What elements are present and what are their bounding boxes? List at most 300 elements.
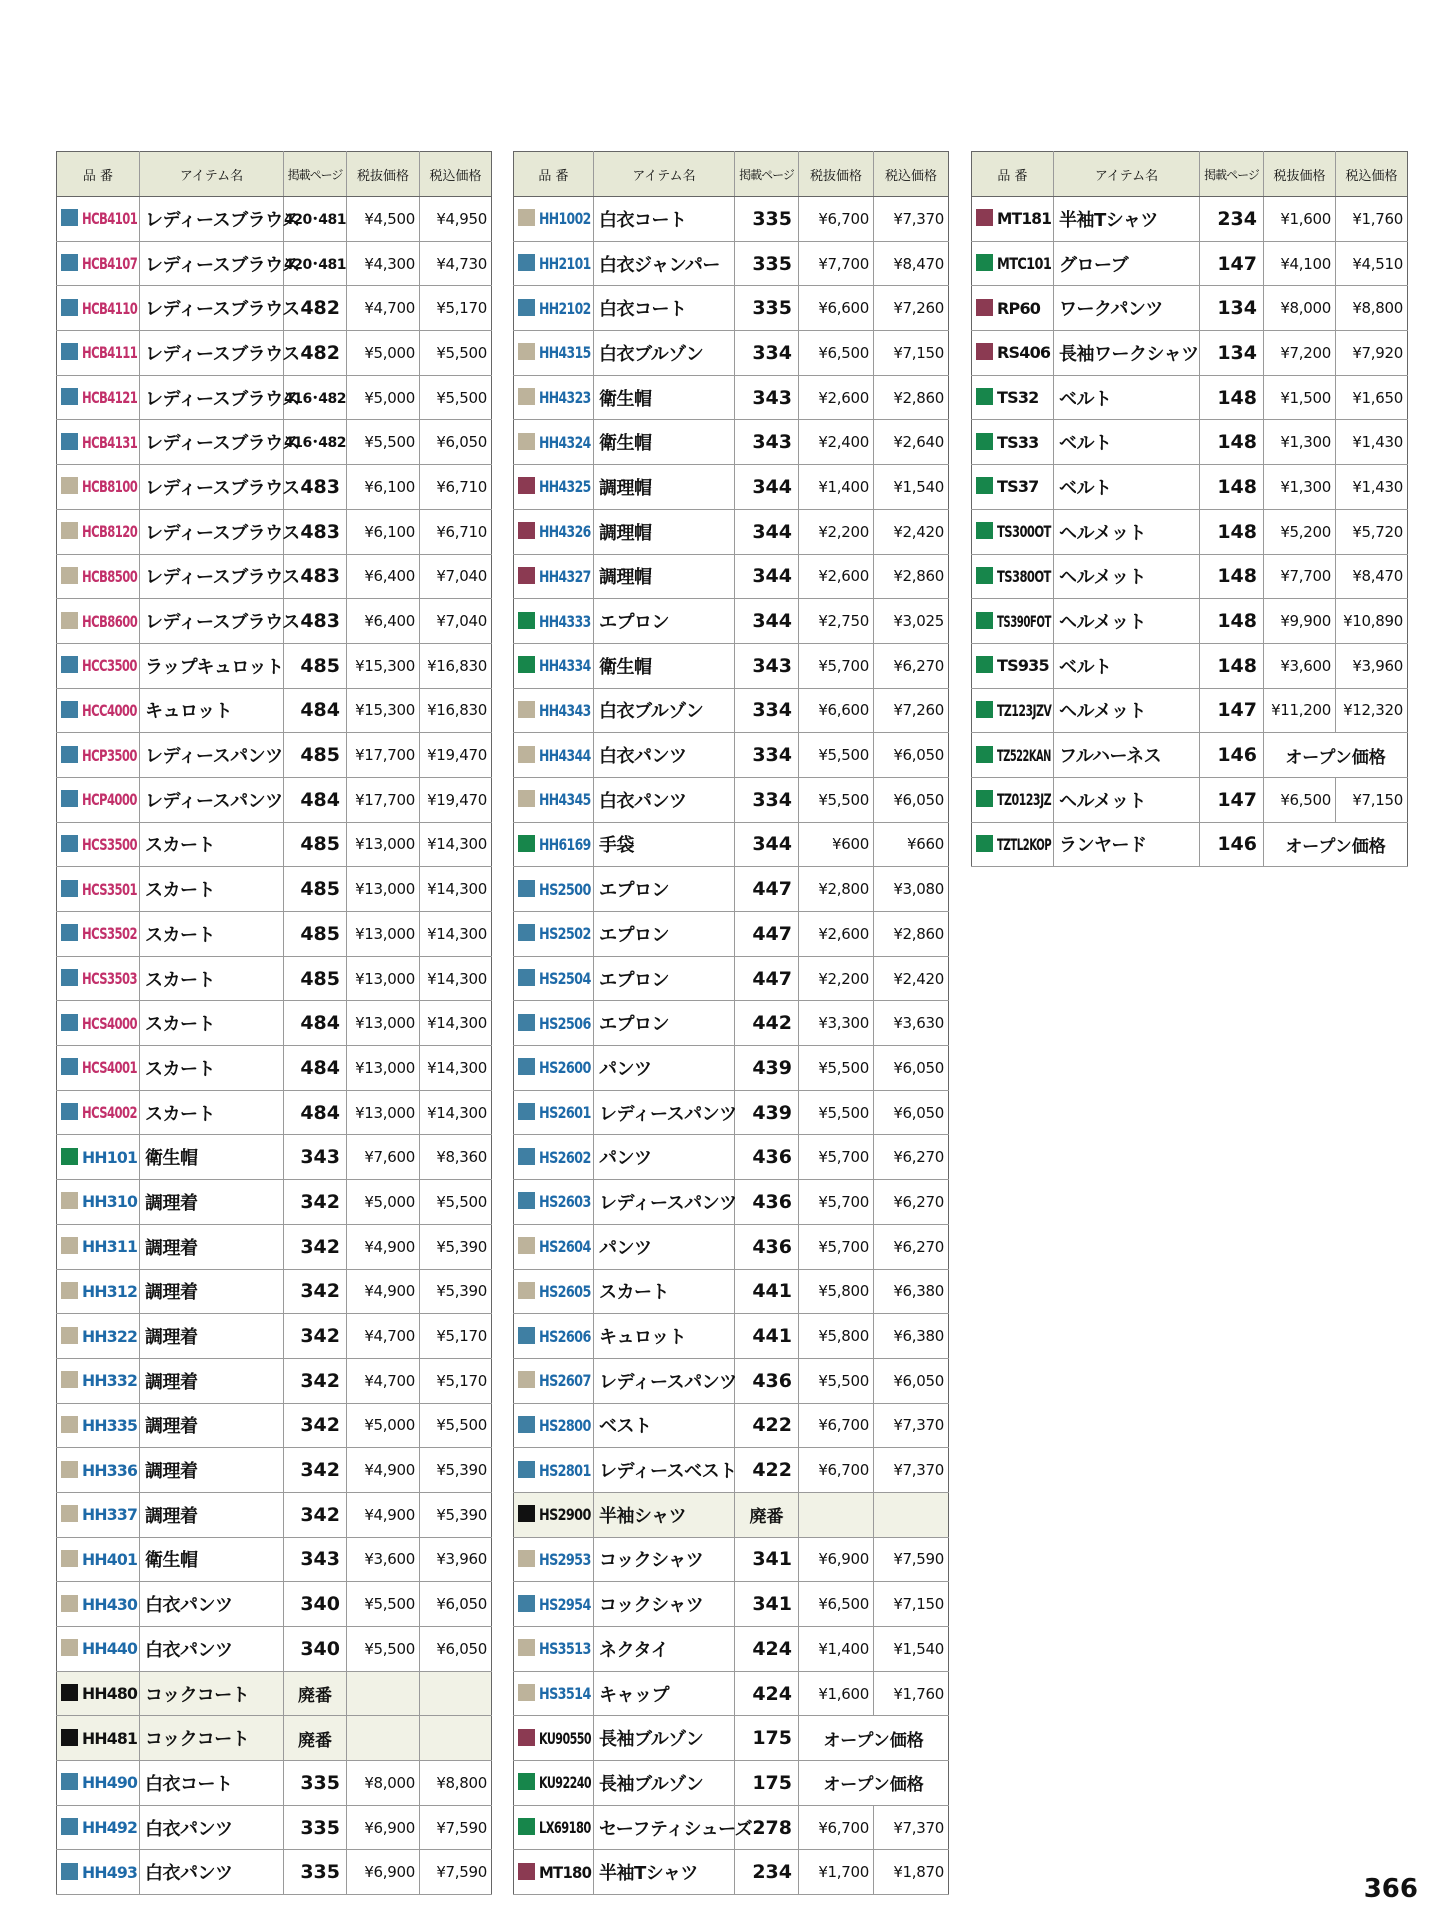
color-swatch-icon <box>61 522 78 539</box>
catalog-page: 485 <box>284 822 347 867</box>
product-code: HH311 <box>82 1237 138 1257</box>
catalog-page: 335 <box>284 1850 347 1895</box>
product-code: HCS4002 <box>82 1103 137 1123</box>
product-code-cell <box>57 777 140 822</box>
product-code: HH481 <box>82 1728 138 1748</box>
price-ex-tax: ¥5,500 <box>799 1090 874 1135</box>
product-code-cell <box>972 777 1054 822</box>
product-code-cell <box>514 1090 594 1135</box>
table-row <box>972 197 1408 242</box>
product-code: HCB8600 <box>82 611 138 631</box>
item-name: 白衣パンツ <box>140 1582 284 1627</box>
color-swatch-icon <box>61 1416 78 1433</box>
color-swatch-icon <box>976 701 993 718</box>
price-ex-tax: ¥5,500 <box>347 420 420 465</box>
table-row <box>514 1180 949 1225</box>
product-code: HH493 <box>82 1862 138 1882</box>
price-in-tax: ¥7,370 <box>874 1805 949 1850</box>
price-in-tax: ¥14,300 <box>420 1090 492 1135</box>
product-code-cell <box>57 867 140 912</box>
catalog-page: 441 <box>735 1314 799 1359</box>
price-ex-tax: ¥2,200 <box>799 956 874 1001</box>
price-in-tax: ¥6,270 <box>874 643 949 688</box>
product-code: HH2101 <box>539 254 591 274</box>
product-code: HH336 <box>82 1460 138 1480</box>
price-in-tax: ¥6,050 <box>420 1627 492 1672</box>
catalog-page: 335 <box>735 241 799 286</box>
product-code-cell <box>57 912 140 957</box>
price-ex-tax: ¥13,000 <box>347 956 420 1001</box>
product-code-cell <box>514 1671 594 1716</box>
color-swatch-icon <box>518 1729 535 1746</box>
price-ex-tax: ¥5,700 <box>799 1180 874 1225</box>
product-code: HS2953 <box>539 1549 591 1569</box>
price-in-tax: ¥6,710 <box>420 465 492 510</box>
product-code: HCS3500 <box>82 834 137 854</box>
price-in-tax: ¥1,430 <box>1336 465 1408 510</box>
color-swatch-icon <box>518 1148 535 1165</box>
price-ex-tax: ¥2,400 <box>799 420 874 465</box>
color-swatch-icon <box>61 299 78 316</box>
table-row <box>57 912 492 957</box>
product-code: HCB4110 <box>82 298 138 318</box>
color-swatch-icon <box>518 880 535 897</box>
color-swatch-icon <box>61 612 78 629</box>
item-name: 衛生帽 <box>594 375 735 420</box>
item-name: 衛生帽 <box>594 420 735 465</box>
catalog-page: 416･482 <box>284 375 347 420</box>
open-price: オープン価格 <box>1264 822 1408 867</box>
price-ex-tax: ¥7,600 <box>347 1135 420 1180</box>
product-code: RP60 <box>997 298 1041 318</box>
color-swatch-icon <box>518 835 535 852</box>
price-in-tax: ¥3,960 <box>420 1537 492 1582</box>
table-row <box>514 1403 949 1448</box>
product-code: HH440 <box>82 1639 138 1659</box>
color-swatch-icon <box>61 1595 78 1612</box>
product-code-cell <box>514 420 594 465</box>
table-row <box>514 1805 949 1850</box>
product-code: HH310 <box>82 1192 138 1212</box>
color-swatch-icon <box>61 1282 78 1299</box>
product-code-cell <box>57 241 140 286</box>
table-row <box>57 733 492 778</box>
price-ex-tax: ¥2,600 <box>799 375 874 420</box>
table-row <box>57 1180 492 1225</box>
product-code: HCB4101 <box>82 209 138 229</box>
catalog-page: 334 <box>735 733 799 778</box>
table-row <box>57 1805 492 1850</box>
price-in-tax: ¥7,920 <box>1336 331 1408 376</box>
product-code: HH337 <box>82 1505 138 1525</box>
product-code: HH332 <box>82 1371 138 1391</box>
color-swatch-icon <box>61 1639 78 1656</box>
price-ex-tax: ¥2,200 <box>799 509 874 554</box>
item-name: 長袖ブルゾン <box>594 1761 735 1806</box>
item-name: ベスト <box>594 1403 735 1448</box>
price-ex-tax: ¥7,700 <box>1264 554 1336 599</box>
price-ex-tax: ¥5,500 <box>799 733 874 778</box>
price-in-tax: ¥7,370 <box>874 1403 949 1448</box>
price-ex-tax: ¥5,500 <box>799 1046 874 1091</box>
catalog-page: 484 <box>284 1001 347 1046</box>
table-row <box>514 1627 949 1672</box>
price-ex-tax: ¥13,000 <box>347 1001 420 1046</box>
table-row <box>514 688 949 733</box>
color-swatch-icon <box>518 1595 535 1612</box>
table-row <box>57 1537 492 1582</box>
product-code: HH401 <box>82 1549 138 1569</box>
item-name: キャップ <box>594 1671 735 1716</box>
price-ex-tax: ¥4,700 <box>347 1314 420 1359</box>
item-name: 白衣ブルゾン <box>594 688 735 733</box>
price-in-tax: ¥7,590 <box>420 1805 492 1850</box>
catalog-page: 483 <box>284 554 347 599</box>
product-code: TS37 <box>997 477 1039 497</box>
item-name: ラップキュロット <box>140 643 284 688</box>
product-code-cell <box>514 867 594 912</box>
product-code-cell <box>57 1403 140 1448</box>
price-in-tax: ¥6,270 <box>874 1180 949 1225</box>
item-name: スカート <box>140 1046 284 1091</box>
color-swatch-icon <box>976 254 993 271</box>
price-ex-tax: ¥11,200 <box>1264 688 1336 733</box>
product-code-cell <box>972 509 1054 554</box>
catalog-page: 175 <box>735 1716 799 1761</box>
header-price-ex-tax: 税抜価格 <box>799 152 874 197</box>
catalog-page: 234 <box>735 1850 799 1895</box>
item-name: 白衣パンツ <box>594 777 735 822</box>
price-in-tax: ¥7,590 <box>874 1537 949 1582</box>
product-code-cell <box>57 1314 140 1359</box>
product-code-cell <box>514 241 594 286</box>
price-ex-tax: ¥6,100 <box>347 509 420 554</box>
product-code: HS2606 <box>539 1326 591 1346</box>
catalog-page: 442 <box>735 1001 799 1046</box>
product-code-cell <box>514 1448 594 1493</box>
header-page: 掲載ページ <box>735 152 799 197</box>
price-in-tax: ¥8,470 <box>874 241 949 286</box>
price-ex-tax: ¥6,100 <box>347 465 420 510</box>
table-row <box>57 1224 492 1269</box>
product-code: HH4326 <box>539 522 591 542</box>
color-swatch-icon <box>518 1192 535 1209</box>
price-ex-tax: ¥15,300 <box>347 643 420 688</box>
product-code-cell <box>514 286 594 331</box>
product-code: HH4345 <box>539 790 591 810</box>
table-row <box>57 956 492 1001</box>
table-row <box>514 241 949 286</box>
price-ex-tax: ¥5,800 <box>799 1269 874 1314</box>
price-in-tax: ¥14,300 <box>420 822 492 867</box>
color-swatch-icon <box>61 388 78 405</box>
table-row <box>57 599 492 644</box>
catalog-page: 441 <box>735 1269 799 1314</box>
product-code: HH4323 <box>539 388 591 408</box>
item-name: 衛生帽 <box>140 1135 284 1180</box>
item-name: 調理着 <box>140 1314 284 1359</box>
catalog-page: 278 <box>735 1805 799 1850</box>
product-code: LX69180 <box>539 1818 591 1838</box>
color-swatch-icon <box>518 656 535 673</box>
table-row <box>514 1716 949 1761</box>
product-code-cell <box>514 197 594 242</box>
header-price-in-tax: 税込価格 <box>874 152 949 197</box>
item-name: レディースパンツ <box>594 1358 735 1403</box>
item-name: 調理着 <box>140 1448 284 1493</box>
color-swatch-icon <box>61 969 78 986</box>
product-code: HCB4107 <box>82 254 138 274</box>
price-in-tax: ¥2,860 <box>874 912 949 957</box>
catalog-page: 334 <box>735 777 799 822</box>
page-number: 366 <box>1363 1874 1418 1904</box>
item-name: スカート <box>140 912 284 957</box>
price-ex-tax: ¥5,500 <box>799 1358 874 1403</box>
price-ex-tax: ¥6,700 <box>799 197 874 242</box>
price-ex-tax: ¥6,500 <box>799 331 874 376</box>
product-code: HCB4121 <box>82 388 138 408</box>
price-ex-tax: ¥8,000 <box>1264 286 1336 331</box>
product-code: HH4343 <box>539 700 591 720</box>
product-code: TZ522KAN <box>997 745 1051 765</box>
product-code: HS2607 <box>539 1371 591 1391</box>
price-in-tax: ¥6,050 <box>874 777 949 822</box>
product-code-cell <box>57 1046 140 1091</box>
table-row <box>57 1448 492 1493</box>
color-swatch-icon <box>61 1327 78 1344</box>
product-code-cell <box>972 822 1054 867</box>
color-swatch-icon <box>61 1729 78 1746</box>
color-swatch-icon <box>61 835 78 852</box>
price-in-tax: ¥1,650 <box>1336 375 1408 420</box>
product-code-cell <box>57 1135 140 1180</box>
price-in-tax: ¥6,380 <box>874 1269 949 1314</box>
price-ex-tax: ¥2,600 <box>799 912 874 957</box>
price-ex-tax: ¥17,700 <box>347 777 420 822</box>
product-code-cell <box>57 465 140 510</box>
price-ex-tax: ¥5,000 <box>347 1180 420 1225</box>
catalog-page: 344 <box>735 509 799 554</box>
item-name: パンツ <box>594 1046 735 1091</box>
price-in-tax: ¥1,540 <box>874 1627 949 1672</box>
color-swatch-icon <box>61 343 78 360</box>
table-row <box>57 1761 492 1806</box>
product-code: HS2502 <box>539 924 591 944</box>
price-ex-tax: ¥1,400 <box>799 1627 874 1672</box>
item-name: レディースブラウス <box>140 554 284 599</box>
table-row <box>57 867 492 912</box>
discontinued-label: 廃番 <box>284 1716 347 1761</box>
item-name: 調理着 <box>140 1492 284 1537</box>
product-code-cell <box>514 643 594 688</box>
item-name: ベルト <box>1054 643 1200 688</box>
table-row <box>57 1046 492 1091</box>
catalog-page: 422 <box>735 1403 799 1448</box>
product-code-cell <box>972 331 1054 376</box>
product-code-cell <box>514 1358 594 1403</box>
catalog-page: 484 <box>284 1046 347 1091</box>
price-ex-tax: ¥6,700 <box>799 1448 874 1493</box>
catalog-page: 439 <box>735 1046 799 1091</box>
price-in-tax: ¥6,270 <box>874 1224 949 1269</box>
catalog-page: 344 <box>735 465 799 510</box>
price-ex-tax: ¥15,300 <box>347 688 420 733</box>
product-code-cell <box>514 1403 594 1448</box>
product-code-cell <box>57 1671 140 1716</box>
price-ex-tax: ¥4,300 <box>347 241 420 286</box>
price-ex-tax: ¥1,600 <box>799 1671 874 1716</box>
product-code: HS2500 <box>539 879 591 899</box>
table-row <box>514 777 949 822</box>
catalog-page: 483 <box>284 465 347 510</box>
color-swatch-icon <box>61 1058 78 1075</box>
catalog-page: 335 <box>735 286 799 331</box>
product-code-cell <box>57 286 140 331</box>
price-in-tax: ¥4,510 <box>1336 241 1408 286</box>
color-swatch-icon <box>61 209 78 226</box>
color-swatch-icon <box>976 835 993 852</box>
price-in-tax: ¥7,040 <box>420 554 492 599</box>
product-code: MT180 <box>539 1862 592 1882</box>
product-code: HS2504 <box>539 969 591 989</box>
price-ex-tax: ¥6,500 <box>799 1582 874 1627</box>
color-swatch-icon <box>976 209 993 226</box>
table-row <box>57 822 492 867</box>
table-row <box>514 1448 949 1493</box>
product-code: HS2604 <box>539 1237 591 1257</box>
item-name: ネクタイ <box>594 1627 735 1672</box>
price-in-tax: ¥8,800 <box>420 1761 492 1806</box>
product-code: HH4325 <box>539 477 591 497</box>
color-swatch-icon <box>61 1192 78 1209</box>
color-swatch-icon <box>61 1103 78 1120</box>
product-code-cell <box>514 688 594 733</box>
product-code: HS2602 <box>539 1147 591 1167</box>
table-row <box>57 241 492 286</box>
item-name: 調理着 <box>140 1358 284 1403</box>
header-code: 品 番 <box>972 152 1054 197</box>
price-in-tax: ¥5,170 <box>420 1358 492 1403</box>
price-in-tax: ¥1,430 <box>1336 420 1408 465</box>
price-ex-tax: ¥7,200 <box>1264 331 1336 376</box>
item-name: ベルト <box>1054 465 1200 510</box>
price-in-tax <box>874 1492 949 1537</box>
table-row <box>972 286 1408 331</box>
item-name: 衛生帽 <box>140 1537 284 1582</box>
item-name: エプロン <box>594 1001 735 1046</box>
discontinued-label: 廃番 <box>284 1671 347 1716</box>
catalog-page: 484 <box>284 688 347 733</box>
color-swatch-icon <box>61 567 78 584</box>
table-row <box>972 331 1408 376</box>
product-code: TS935 <box>997 656 1049 676</box>
product-code: HCP3500 <box>82 745 137 765</box>
price-in-tax: ¥1,760 <box>1336 197 1408 242</box>
product-code: HH4334 <box>539 656 591 676</box>
item-name: ヘルメット <box>1054 688 1200 733</box>
color-swatch-icon <box>976 656 993 673</box>
catalog-page: 147 <box>1200 777 1264 822</box>
price-in-tax: ¥6,380 <box>874 1314 949 1359</box>
open-price: オープン価格 <box>1264 733 1408 778</box>
product-code: HCP4000 <box>82 790 137 810</box>
item-name: 衛生帽 <box>594 643 735 688</box>
product-code-cell <box>514 1761 594 1806</box>
color-swatch-icon <box>518 969 535 986</box>
price-in-tax: ¥7,260 <box>874 688 949 733</box>
color-swatch-icon <box>518 746 535 763</box>
header-price-ex-tax: 税抜価格 <box>347 152 420 197</box>
product-code-cell <box>514 1269 594 1314</box>
table-row <box>514 1850 949 1895</box>
price-ex-tax: ¥1,500 <box>1264 375 1336 420</box>
catalog-page: 148 <box>1200 509 1264 554</box>
price-ex-tax: ¥4,900 <box>347 1224 420 1269</box>
product-code: HH480 <box>82 1684 138 1704</box>
item-name: ベルト <box>1054 375 1200 420</box>
catalog-page: 343 <box>735 420 799 465</box>
price-in-tax: ¥14,300 <box>420 1046 492 1091</box>
price-ex-tax: ¥5,500 <box>347 1627 420 1672</box>
product-code-cell <box>972 599 1054 644</box>
color-swatch-icon <box>61 1505 78 1522</box>
price-in-tax: ¥8,800 <box>1336 286 1408 331</box>
item-name: 手袋 <box>594 822 735 867</box>
product-code-cell <box>972 643 1054 688</box>
table-row <box>514 465 949 510</box>
catalog-page: 484 <box>284 1090 347 1135</box>
item-name: パンツ <box>594 1135 735 1180</box>
color-swatch-icon <box>976 746 993 763</box>
table-row <box>57 554 492 599</box>
product-code-cell <box>57 197 140 242</box>
price-in-tax: ¥8,470 <box>1336 554 1408 599</box>
color-swatch-icon <box>61 880 78 897</box>
price-in-tax: ¥5,500 <box>420 1180 492 1225</box>
color-swatch-icon <box>61 924 78 941</box>
item-name: ヘルメット <box>1054 554 1200 599</box>
product-code: MT181 <box>997 209 1052 229</box>
header-price-ex-tax: 税抜価格 <box>1264 152 1336 197</box>
table-row <box>972 465 1408 510</box>
product-code-cell <box>57 331 140 376</box>
table-row <box>514 1224 949 1269</box>
catalog-page: 148 <box>1200 643 1264 688</box>
item-name: パンツ <box>594 1224 735 1269</box>
item-name: エプロン <box>594 599 735 644</box>
price-in-tax: ¥19,470 <box>420 733 492 778</box>
item-name: 調理着 <box>140 1403 284 1448</box>
table-row <box>514 1090 949 1135</box>
catalog-page: 436 <box>735 1358 799 1403</box>
color-swatch-icon <box>518 612 535 629</box>
catalog-page: 436 <box>735 1135 799 1180</box>
item-name: ヘルメット <box>1054 777 1200 822</box>
product-code-cell <box>57 733 140 778</box>
item-name: レディースブラウス <box>140 331 284 376</box>
table-row <box>57 1716 492 1761</box>
catalog-page: 148 <box>1200 554 1264 599</box>
table-row <box>57 1001 492 1046</box>
color-swatch-icon <box>518 1550 535 1567</box>
item-name: 調理着 <box>140 1269 284 1314</box>
product-code: HH312 <box>82 1281 138 1301</box>
catalog-page: 147 <box>1200 688 1264 733</box>
table-row <box>972 599 1408 644</box>
product-code-cell <box>57 1627 140 1672</box>
product-code: TZ123JZV <box>997 700 1052 720</box>
catalog-page: 148 <box>1200 599 1264 644</box>
